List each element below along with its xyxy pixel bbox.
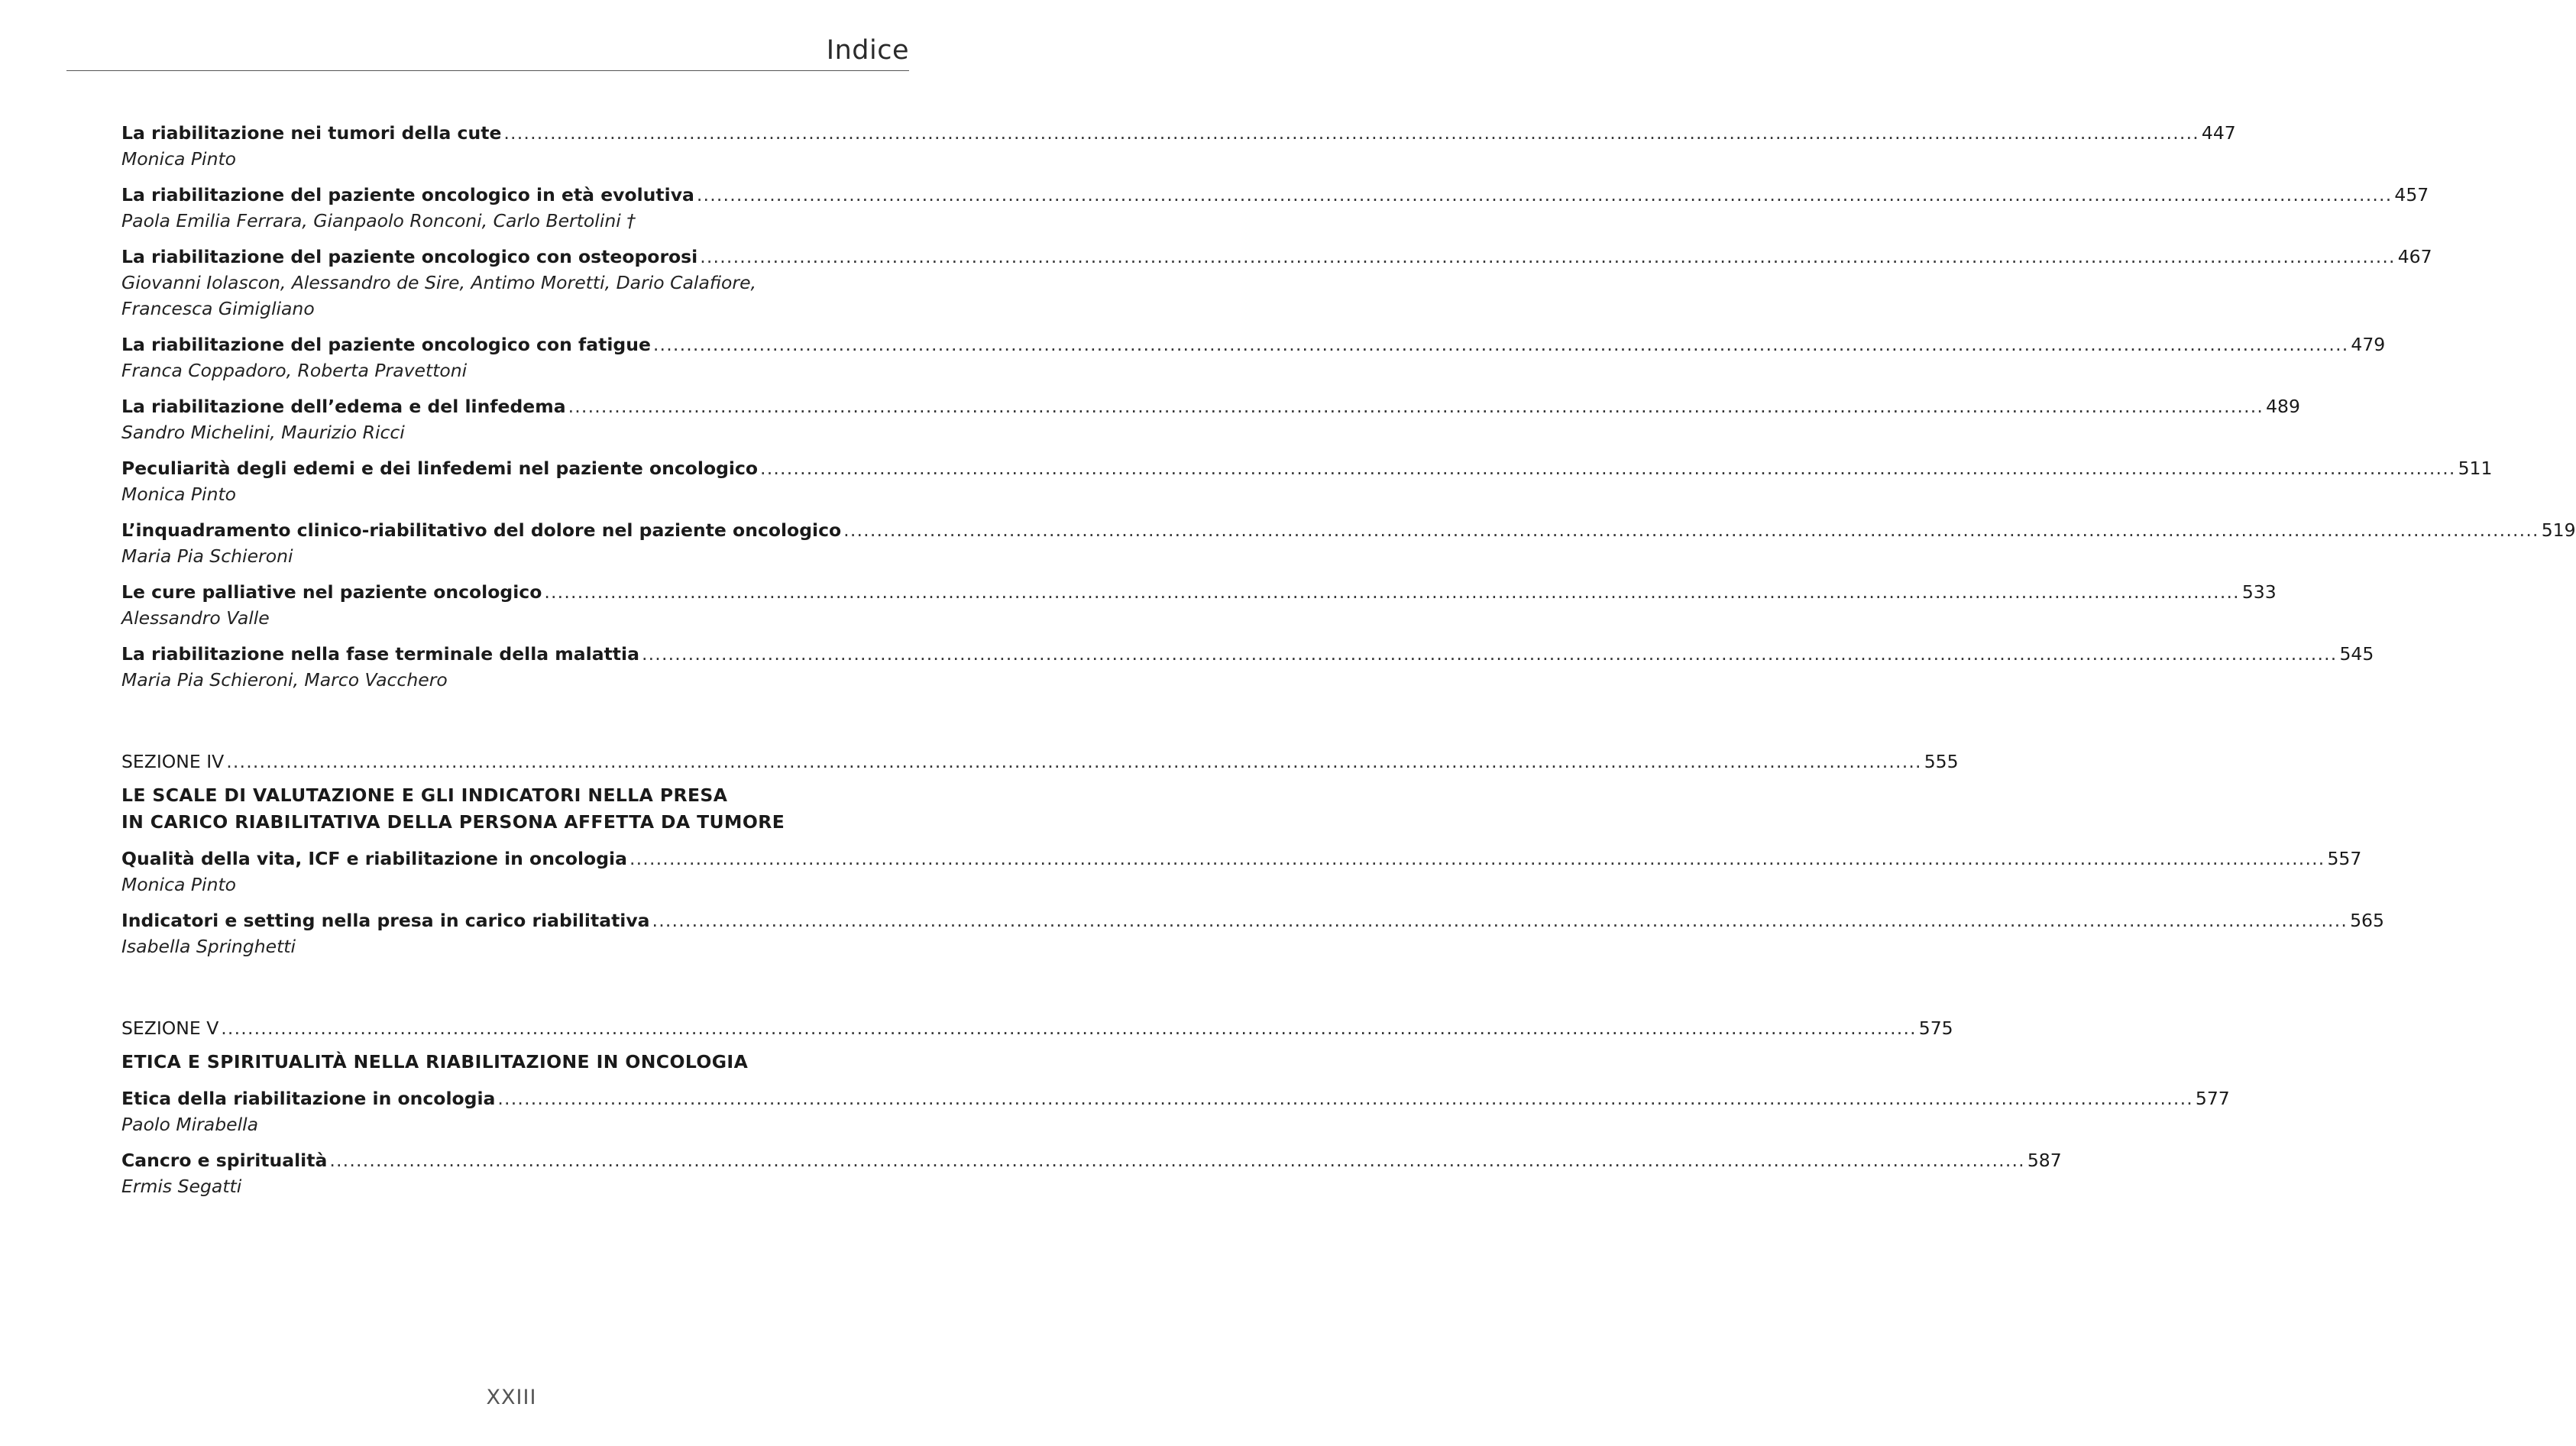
section-iv-page: 555 bbox=[1924, 751, 1959, 772]
toc-entry-title: La riabilitazione del paziente oncologico con fatigue bbox=[121, 334, 651, 355]
toc-entry bbox=[121, 121, 2236, 172]
dot-leader: ................................................................................................................................................................................................................................................................ bbox=[641, 643, 2338, 665]
section-iv-title-line: LE SCALE DI VALUTAZIONE E GLI INDICATORI NELLA PRESA bbox=[121, 784, 728, 806]
toc-entry-title: Le cure palliative nel paziente oncologico bbox=[121, 581, 542, 603]
toc-entry-authors: Isabella Springhetti bbox=[121, 936, 296, 957]
toc-entry-page: 467 bbox=[2397, 246, 2432, 267]
toc-entry-line bbox=[121, 332, 2386, 357]
toc-entry bbox=[121, 908, 2384, 959]
toc-entry-title: La riabilitazione nei tumori della cute bbox=[121, 122, 502, 144]
toc-entry-line bbox=[121, 580, 2277, 605]
dot-leader: ................................................................................................................................................................................................................................................................ bbox=[497, 1088, 2193, 1109]
section-v-title bbox=[121, 1049, 910, 1076]
toc-entry-page: 447 bbox=[2201, 122, 2236, 144]
section-v-label: SEZIONE V bbox=[121, 1017, 219, 1039]
section-iv-title bbox=[121, 782, 910, 836]
header-title: Indice bbox=[826, 35, 909, 66]
toc-entry-title: La riabilitazione nella fase terminale della malattia bbox=[121, 643, 639, 665]
toc-content bbox=[121, 121, 2576, 1210]
toc-entry-title: Qualità della vita, ICF e riabilitazione in oncologia bbox=[121, 848, 627, 869]
toc-entry-line bbox=[121, 244, 2432, 270]
toc-entry-line bbox=[121, 394, 2300, 419]
toc-entry-authors: Maria Pia Schieroni bbox=[121, 545, 293, 567]
toc-entry-title: La riabilitazione del paziente oncologico in età evolutiva bbox=[121, 184, 694, 205]
toc-entry-authors: Franca Coppadoro, Roberta Pravettoni bbox=[121, 360, 468, 381]
dot-leader: ................................................................................................................................................................................................................................................................ bbox=[760, 458, 2456, 479]
toc-entry-title: La riabilitazione dell’edema e del linfedema bbox=[121, 396, 566, 417]
toc-entry-authors: Monica Pinto bbox=[121, 484, 237, 505]
toc-entry-line bbox=[121, 183, 2429, 208]
dot-leader: ................................................................................................................................................................................................................................................................ bbox=[652, 334, 2349, 355]
toc-entry-line bbox=[121, 1148, 2062, 1173]
toc-entry-line bbox=[121, 846, 2362, 872]
dot-leader: ................................................................................................................................................................................................................................................................ bbox=[629, 848, 2325, 869]
toc-entry bbox=[121, 456, 2493, 507]
page-number: XXIII bbox=[486, 1386, 537, 1409]
toc-entry bbox=[121, 394, 2300, 445]
toc-entry-line bbox=[121, 1086, 2230, 1111]
toc-entry-authors: Ermis Segatti bbox=[121, 1176, 242, 1197]
dot-leader: ................................................................................................................................................................................................................................................................ bbox=[221, 1017, 1917, 1039]
toc-entry-authors: Sandro Michelini, Maurizio Ricci bbox=[121, 422, 405, 443]
toc-entry-page: 457 bbox=[2394, 184, 2429, 205]
toc-entry-line bbox=[121, 908, 2384, 933]
spacer bbox=[121, 970, 910, 1016]
toc-entry-line bbox=[121, 456, 2493, 481]
dot-leader: ................................................................................................................................................................................................................................................................ bbox=[544, 581, 2240, 603]
dot-leader: ................................................................................................................................................................................................................................................................ bbox=[503, 122, 2199, 144]
toc-entry-line bbox=[121, 642, 2374, 667]
toc-entry bbox=[121, 846, 2362, 898]
toc-entry-title: La riabilitazione del paziente oncologico con osteoporosi bbox=[121, 246, 698, 267]
toc-entry-page: 565 bbox=[2350, 910, 2384, 931]
toc-entry bbox=[121, 1148, 2062, 1199]
dot-leader: ................................................................................................................................................................................................................................................................ bbox=[652, 910, 2348, 931]
toc-entry bbox=[121, 332, 2386, 383]
toc-entry bbox=[121, 642, 2374, 693]
dot-leader: ................................................................................................................................................................................................................................................................ bbox=[226, 751, 1922, 772]
toc-entry-title: Etica della riabilitazione in oncologia bbox=[121, 1088, 496, 1109]
toc-entry-title: Peculiarità degli edemi e dei linfedemi nel paziente oncologico bbox=[121, 458, 759, 479]
toc-entry-authors: Paolo Mirabella bbox=[121, 1114, 259, 1135]
toc-group-section-iv bbox=[121, 846, 2384, 959]
dot-leader: ................................................................................................................................................................................................................................................................ bbox=[843, 519, 2539, 541]
toc-entry-page: 489 bbox=[2266, 396, 2300, 417]
toc-entry-page: 511 bbox=[2458, 458, 2493, 479]
toc-entry-authors: Giovanni Iolascon, Alessandro de Sire, Antimo Moretti, Dario Calafiore, bbox=[121, 272, 756, 293]
toc-entry-page: 479 bbox=[2351, 334, 2386, 355]
running-header bbox=[66, 34, 909, 71]
toc-entry-line bbox=[121, 518, 2576, 543]
dot-leader: ................................................................................................................................................................................................................................................................ bbox=[329, 1150, 2025, 1171]
toc-entry-authors: Alessandro Valle bbox=[121, 607, 270, 629]
toc-entry bbox=[121, 518, 2576, 569]
toc-entry-authors: Maria Pia Schieroni, Marco Vacchero bbox=[121, 669, 448, 691]
dot-leader: ................................................................................................................................................................................................................................................................ bbox=[700, 246, 2396, 267]
section-iv-line bbox=[121, 749, 1959, 775]
section-v-title-line: ETICA E SPIRITUALITÀ NELLA RIABILITAZIONE IN ONCOLOGIA bbox=[121, 1051, 749, 1072]
toc-entry-title: L’inquadramento clinico-riabilitativo del dolore nel paziente oncologico bbox=[121, 519, 842, 541]
section-iv-title-line: IN CARICO RIABILITATIVA DELLA PERSONA AFFETTA DA TUMORE bbox=[121, 811, 785, 833]
toc-entry bbox=[121, 244, 2432, 322]
toc-entry bbox=[121, 1086, 2230, 1137]
toc-entry-page: 533 bbox=[2241, 581, 2277, 603]
toc-entry-page: 519 bbox=[2541, 519, 2576, 541]
toc-entry-authors: Monica Pinto bbox=[121, 148, 237, 170]
spacer bbox=[121, 704, 910, 749]
toc-entry bbox=[121, 183, 2429, 234]
dot-leader: ................................................................................................................................................................................................................................................................ bbox=[696, 184, 2393, 205]
section-v-page: 575 bbox=[1918, 1017, 1953, 1039]
dot-leader: ................................................................................................................................................................................................................................................................ bbox=[568, 396, 2264, 417]
toc-entry-page: 587 bbox=[2027, 1150, 2062, 1171]
toc-entry-title: Indicatori e setting nella presa in carico riabilitativa bbox=[121, 910, 650, 931]
toc-entry-authors: Monica Pinto bbox=[121, 874, 237, 895]
toc-group-rehabilitation bbox=[121, 121, 2576, 693]
toc-entry-title: Cancro e spiritualità bbox=[121, 1150, 328, 1171]
toc-entry-authors: Francesca Gimigliano bbox=[121, 298, 315, 319]
toc-entry-line bbox=[121, 121, 2236, 146]
toc-entry-page: 545 bbox=[2339, 643, 2374, 665]
toc-entry bbox=[121, 580, 2277, 631]
section-v-line bbox=[121, 1016, 1953, 1041]
toc-group-section-v bbox=[121, 1086, 2230, 1199]
toc-entry-page: 557 bbox=[2327, 848, 2362, 869]
toc-entry-authors: Paola Emilia Ferrara, Gianpaolo Ronconi, Carlo Bertolini † bbox=[121, 210, 636, 231]
section-iv-label: SEZIONE IV bbox=[121, 751, 225, 772]
toc-entry-page: 577 bbox=[2195, 1088, 2230, 1109]
